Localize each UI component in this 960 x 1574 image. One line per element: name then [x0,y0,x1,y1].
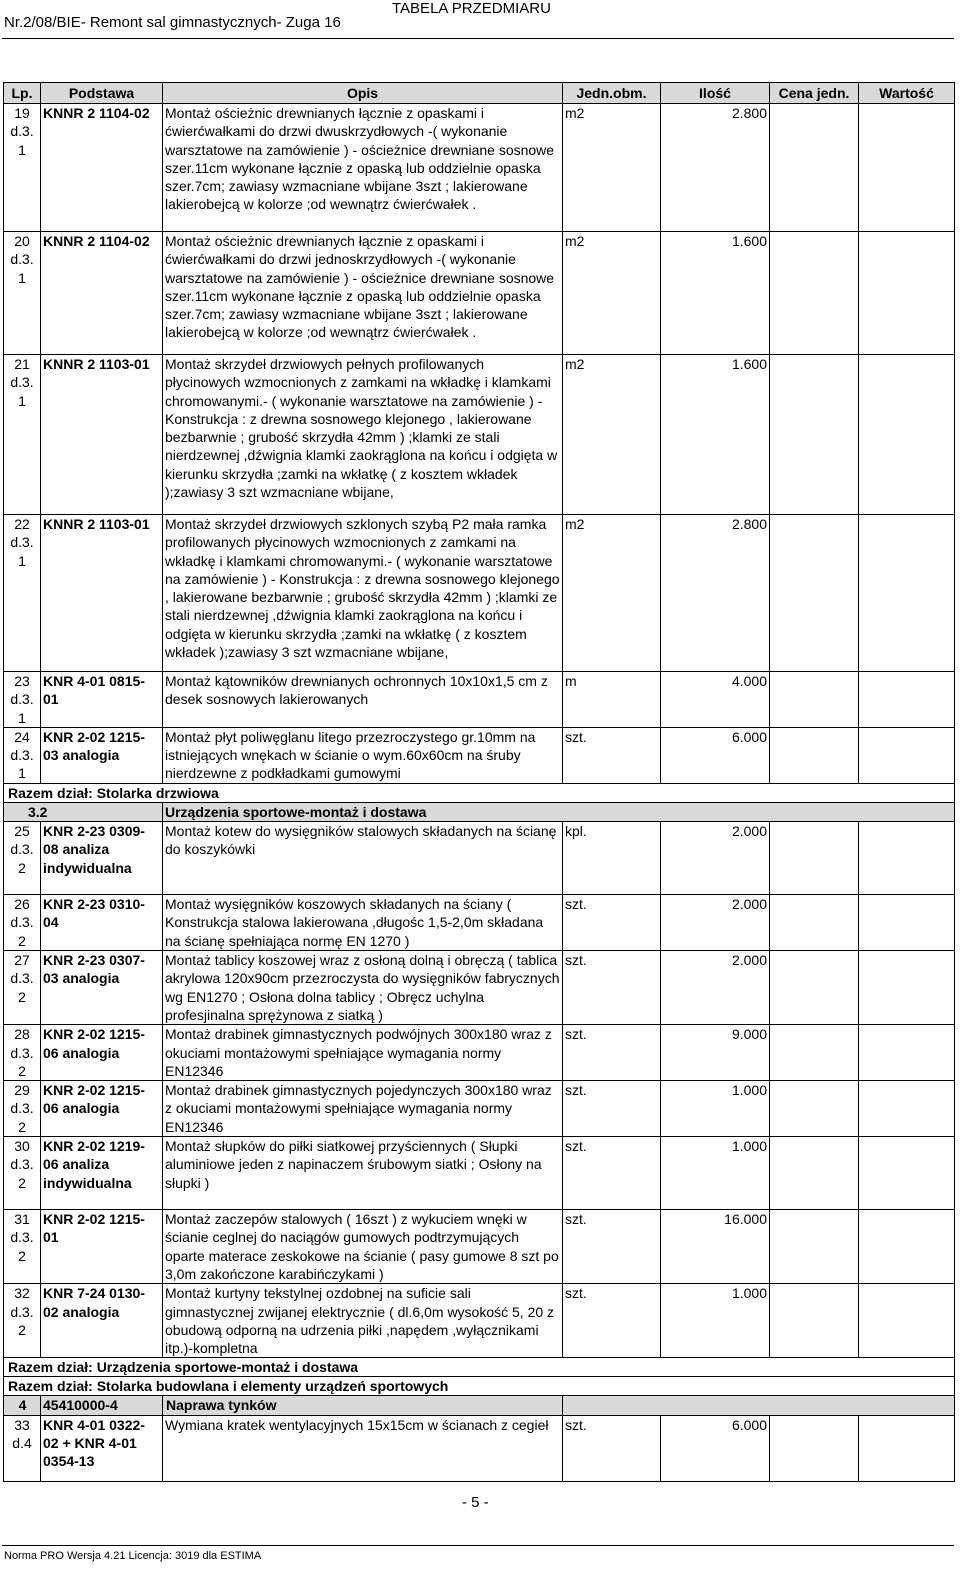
row-wartosc [859,822,955,895]
row-ilosc: 2.000 [661,895,770,951]
row-lp-line: 1 [18,709,26,726]
row-lp-line: 24 [14,728,30,745]
row-lp-line: 1 [18,141,26,158]
row-podstawa: KNR 2-23 0309-08 analiza indywidualna [41,822,163,895]
section-total-row [4,1377,955,1396]
table-row [4,104,955,232]
row-lp-line: d.3. [10,841,34,858]
row-opis: Montaż ościeżnic drewnianych łącznie z opaskami i ćwierćwałkami do drzwi dwuskrzydłowych -( wykonanie warsztatowe na zamówienie ) - ościeżnice drewniane sosnowe szer.11cm wykonane łącznie z opaską lub oddzielnie opaska szer.7cm; zawiasy wzmacniane wbijane 3szt ; lakierowane lakierobejcą w kolorze ;od wewnątrz ćwierćwałek . [163,104,563,232]
row-lp-line: 25 [14,823,30,840]
row-cena [770,232,859,355]
row-lp [4,895,41,951]
row-lp-line: d.3. [10,1044,34,1061]
row-ilosc: 1.600 [661,355,770,515]
row-podstawa: KNR 2-23 0307-03 analogia [41,951,163,1025]
row-opis: Montaż słupków do piłki siatkowej przyściennych ( Słupki aluminiowe jeden z napinaczem śrubowym siatki ; Osłony na słupki ) [163,1137,563,1210]
footer-rule [2,1545,954,1546]
row-cena [770,515,859,672]
table-row [4,1210,955,1284]
row-opis: Montaż wysięgników koszowych składanych na ściany ( Konstrukcja stalowa lakierowana ,długośc 1,5-2,0m składana na ścianę spełniająca normę EN 1270 ) [163,895,563,951]
row-cena [770,1210,859,1284]
row-podstawa: KNNR 2 1103-01 [41,355,163,515]
row-opis: Montaż skrzydeł drzwiowych szklonych szybą P2 mała ramka profilowanych płycinowych wzmocnionych z zamkami na wkładkę i klamkami chromowanymi.- ( wykonanie warsztatowe na zamówienie ) - Konstrukcja : z drewna sosnowego klejonego , lakierowane bezbarwnie ; grubość skrzydła 42mm ) ;klamki ze stali nierdzewnej ,dźwignia klamki zaokrąglona na końcu i odgięta w kierunku skrzydła ;zamki na wkłatkę ( z kosztem wkładek );zawiasy 3 szt wzmacniane wbijane, [163,515,563,672]
row-wartosc [859,1415,955,1481]
row-lp-line: 22 [14,516,30,532]
row-lp [4,1137,41,1210]
row-jedn: szt. [563,1415,661,1481]
row-cena [770,727,859,783]
row-lp-line: 21 [14,356,30,372]
row-jedn: szt. [563,1284,661,1358]
col-cena: Cena jedn. [770,83,859,104]
section-total-label: Razem dział: Stolarka budowlana i elementy urządzeń sportowych [4,1377,955,1396]
row-wartosc [859,727,955,783]
row-lp-line: 2 [18,1247,26,1264]
row-lp-line: 1 [18,765,26,782]
page-number: - 5 - [462,1494,489,1511]
row-wartosc [859,515,955,672]
row-wartosc [859,232,955,355]
row-podstawa: KNR 2-02 1215-06 analogia [41,1025,163,1081]
row-ilosc: 2.800 [661,515,770,672]
col-ilosc: Ilość [661,83,770,104]
row-ilosc: 16.000 [661,1210,770,1284]
col-jedn: Jedn.obm. [563,83,661,104]
row-lp-line: 2 [18,1062,26,1079]
row-lp-line: d.3. [10,1100,34,1117]
row-cena [770,672,859,728]
row-lp [4,1415,41,1481]
col-podstawa: Podstawa [41,83,163,104]
row-lp-line: 20 [14,233,30,249]
row-cena [770,104,859,232]
table-row [4,1415,955,1481]
row-lp-line: d.3. [10,251,34,268]
row-lp-line: 2 [18,1118,26,1135]
row-lp-line: d.4 [12,1435,32,1452]
row-cena [770,895,859,951]
table-row [4,232,955,355]
row-lp-line: 2 [18,988,26,1005]
row-opis: Montaż płyt poliwęglanu litego przezroczystego gr.10mm na istniejących wnękach w ścianie o wym.60x60cm na śruby nierdzewne z podkładkami gumowymi [163,727,563,783]
row-wartosc [859,104,955,232]
row-lp-line: d.3. [10,1229,34,1246]
section-header-row [4,802,955,821]
section-title [163,1396,563,1415]
row-jedn: m [563,672,661,728]
row-wartosc [859,355,955,515]
row-opis: Montaż kątowników drewnianych ochronnych 10x10x1,5 cm z desek sosnowych lakierowanych [163,672,563,728]
row-lp-line: 33 [14,1416,30,1433]
row-opis: Montaż drabinek gimnastycznych pojedynczych 300x180 wraz z okuciami montażowymi spełniające wymagania normy EN12346 [163,1081,563,1137]
row-wartosc [859,1137,955,1210]
row-lp [4,672,41,728]
table-row [4,951,955,1025]
row-podstawa: KNR 2-23 0310-04 [41,895,163,951]
przedmiar-table [3,82,955,1482]
row-opis: Montaż zaczepów stalowych ( 16szt ) z wykuciem wnęki w ścianie ceglnej do naciągów gumowych podtrzymujących oparte materace zeskokowe na ścianie ( pasy gumowe 8 szt po 3,0m zakończone karabińczykami ) [163,1210,563,1284]
row-jedn: m2 [563,232,661,355]
row-lp-line: 29 [14,1082,30,1099]
row-wartosc [859,1025,955,1081]
row-lp-line: d.3. [10,1156,34,1173]
table-header-row [4,83,955,104]
row-lp [4,355,41,515]
row-jedn: m2 [563,515,661,672]
row-lp [4,727,41,783]
row-podstawa: KNR 4-01 0322-02 + KNR 4-01 0354-13 [41,1415,163,1481]
row-podstawa: KNR 2-02 1215-03 analogia [41,727,163,783]
section-total-label: Razem dział: Stolarka drzwiowa [4,783,955,802]
col-lp: Lp. [4,83,41,104]
header-rule [2,38,954,39]
section-code-cell [41,1396,163,1415]
row-jedn: szt. [563,1081,661,1137]
row-podstawa: KNNR 2 1103-01 [41,515,163,672]
row-lp-line: 28 [14,1026,30,1043]
row-jedn: szt. [563,1210,661,1284]
row-ilosc: 4.000 [661,672,770,728]
row-podstawa: KNR 2-02 1215-06 analogia [41,1081,163,1137]
row-podstawa: KNR 2-02 1219-06 analiza indywidualna [41,1137,163,1210]
row-lp-line: d.3. [10,123,34,140]
row-cena [770,1081,859,1137]
row-ilosc: 2.800 [661,104,770,232]
row-lp [4,232,41,355]
row-opis: Montaż drabinek gimnastycznych podwójnych 300x180 wraz z okuciami montażowymi spełniające wymagania normy EN12346 [163,1025,563,1081]
table-row [4,355,955,515]
table-row [4,1081,955,1137]
row-cena [770,1137,859,1210]
table-row [4,895,955,951]
row-jedn: szt. [563,727,661,783]
row-lp [4,1081,41,1137]
row-ilosc: 2.000 [661,822,770,895]
row-cena [770,822,859,895]
row-ilosc: 1.000 [661,1081,770,1137]
row-opis: Montaż kotew do wysięgników stalowych składanych na ścianę do koszykówki [163,822,563,895]
row-lp [4,515,41,672]
row-ilosc: 6.000 [661,727,770,783]
section-number: 3.2 [4,802,163,821]
row-lp [4,1210,41,1284]
row-opis: Montaż kurtyny tekstylnej ozdobnej na suficie sali gimnastycznej zwijanej elektrycznie ( dl.6,0m wysokość 5, 20 z obudową odporną na udrzenia piłki ,napędem ,wyłącznikami itp.)-kompletna [163,1284,563,1358]
row-jedn: szt. [563,1025,661,1081]
table-row [4,822,955,895]
row-ilosc: 1.600 [661,232,770,355]
row-jedn: kpl. [563,822,661,895]
row-jedn: m2 [563,355,661,515]
row-jedn: m2 [563,104,661,232]
table-row [4,672,955,728]
row-podstawa: KNR 7-24 0130-02 analogia [41,1284,163,1358]
row-jedn: szt. [563,951,661,1025]
section-title-text: Naprawa tynków [166,1397,277,1414]
section-total-label: Razem dział: Urządzenia sportowe-montaż i dostawa [4,1358,955,1377]
row-wartosc [859,951,955,1025]
row-ilosc: 1.000 [661,1137,770,1210]
row-lp-line: 1 [18,392,26,409]
row-lp-line: d.3. [10,691,34,708]
row-lp-line: 27 [14,952,30,969]
row-lp-line: 2 [18,1174,26,1191]
row-wartosc [859,672,955,728]
row-lp-line: d.3. [10,1303,34,1320]
row-ilosc: 1.000 [661,1284,770,1358]
document-type: TABELA PRZEDMIARU [392,0,551,17]
section-code: 45410000-4 [43,1397,118,1414]
section-total-row [4,783,955,802]
row-cena [770,355,859,515]
row-lp [4,822,41,895]
table-row [4,1025,955,1081]
section-filler [563,1396,955,1415]
row-lp [4,1284,41,1358]
row-jedn: szt. [563,895,661,951]
row-lp-line: d.3. [10,970,34,987]
row-lp [4,104,41,232]
row-lp-line: d.3. [10,747,34,764]
table-row [4,727,955,783]
row-lp-line: 19 [14,105,30,121]
row-lp-line: 30 [14,1138,30,1155]
row-opis: Montaż ościeżnic drewnianych łącznie z opaskami i ćwierćwałkami do drzwi jednoskrzydłowych -( wykonanie warsztatowe na zamówienie ) - ościeżnice drewniane sosnowe szer.11cm wykonane łącznie z opaską lub oddzielnie opaska szer.7cm; zawiasy wzmacniane wbijane 3szt ; lakierowane lakierobejcą w kolorze ;od wewnątrz ćwierćwałek . [163,232,563,355]
document-number: Nr.2/08/BIE- Remont sal gimnastycznych- Zuga 16 [4,14,341,31]
section-title: Urządzenia sportowe-montaż i dostawa [163,802,955,821]
row-cena [770,1025,859,1081]
row-podstawa: KNR 4-01 0815-01 [41,672,163,728]
row-lp-line: 1 [18,269,26,286]
row-wartosc [859,1210,955,1284]
row-lp-line: 31 [14,1211,30,1228]
row-opis: Montaż tablicy koszowej wraz z osłoną dolną i obręczą ( tablica akrylowa 120x90cm przezroczysta do wysięgników fabrycznych wg EN1270 ; Osłona dolna tablicy ; Obręcz uchylna profesjinalna sprężynowa z siatką ) [163,951,563,1025]
row-lp-line: d.3. [10,374,34,391]
section-total-row [4,1358,955,1377]
row-ilosc: 6.000 [661,1415,770,1481]
row-ilosc: 2.000 [661,951,770,1025]
table-body [4,104,955,1482]
footer-license: Norma PRO Wersja 4.21 Licencja: 3019 dla ESTIMA [4,1550,262,1562]
row-ilosc: 9.000 [661,1025,770,1081]
col-opis: Opis [163,83,563,104]
row-opis: Wymiana kratek wentylacyjnych 15x15cm w ścianach z cegieł [163,1415,563,1481]
row-lp [4,1025,41,1081]
section-header-row [4,1396,955,1415]
row-lp-line: 2 [18,859,26,876]
row-lp-line: 2 [18,1321,26,1338]
row-lp-line: 26 [14,896,30,913]
row-lp [4,951,41,1025]
section-number: 4 [4,1396,41,1415]
row-lp-line: 2 [18,932,26,949]
row-wartosc [859,895,955,951]
row-lp-line: 23 [14,673,30,689]
row-jedn: szt. [563,1137,661,1210]
col-wartosc: Wartość [859,83,955,104]
row-lp-line: 32 [14,1285,30,1302]
row-lp-line: 1 [18,552,26,569]
row-lp-line: d.3. [10,534,34,551]
row-wartosc [859,1284,955,1358]
row-cena [770,1415,859,1481]
table-row [4,1137,955,1210]
row-lp-line: d.3. [10,914,34,931]
row-wartosc [859,1081,955,1137]
row-cena [770,1284,859,1358]
row-podstawa: KNNR 2 1104-02 [41,232,163,355]
table-row [4,515,955,672]
row-podstawa: KNNR 2 1104-02 [41,104,163,232]
row-opis: Montaż skrzydeł drzwiowych pełnych profilowanych płycinowych wzmocnionych z zamkami na wkładkę i klamkami chromowanymi.- ( wykonanie warsztatowe na zamówienie ) - Konstrukcja : z drewna sosnowego klejonego , lakierowane bezbarwnie ; grubość skrzydła 42mm ) ;klamki ze stali nierdzewnej ,dźwignia klamki zaokrąglona na końcu i odgięta w kierunku skrzydła ;zamki na wkłatkę ( z kosztem wkładek );zawiasy 3 szt wzmacniane wbijane, [163,355,563,515]
row-cena [770,951,859,1025]
row-podstawa: KNR 2-02 1215-01 [41,1210,163,1284]
table-row [4,1284,955,1358]
